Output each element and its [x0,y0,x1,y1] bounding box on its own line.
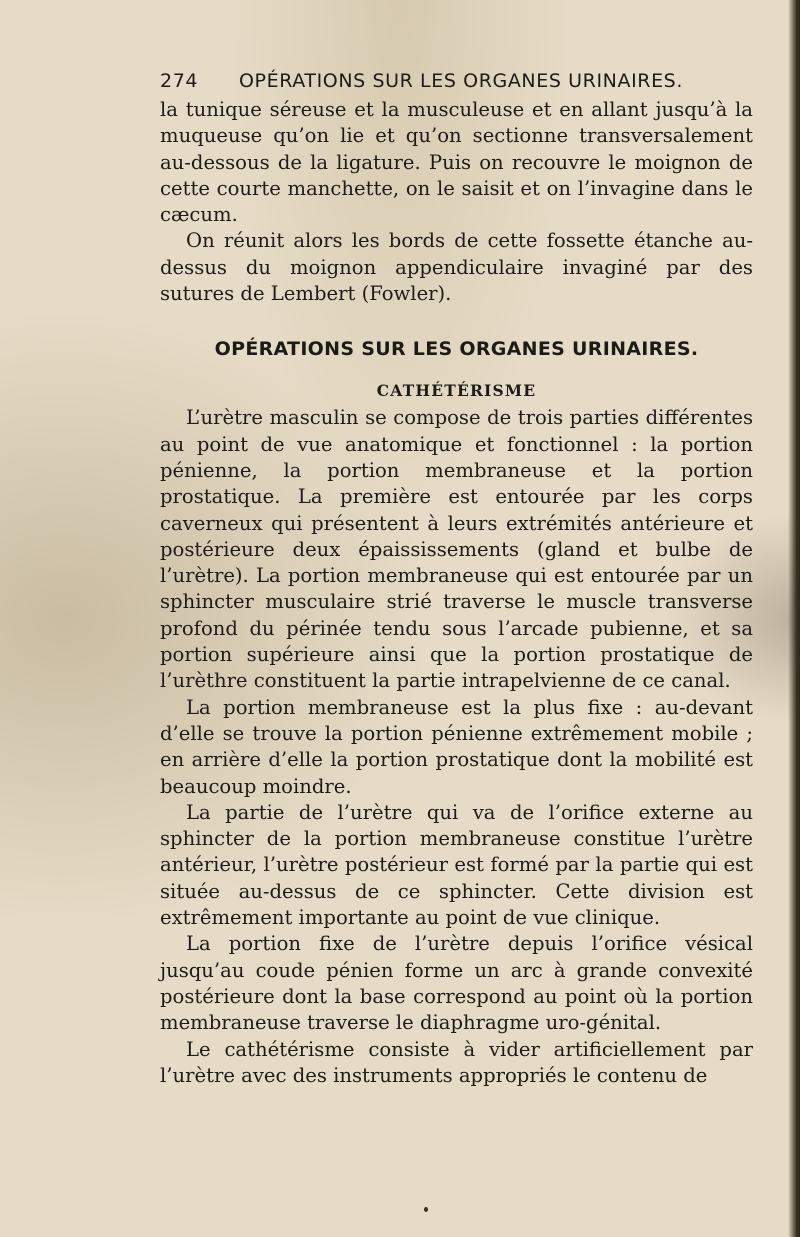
running-header [160,65,753,97]
paragraph-catheterisme: Le cathétérisme consiste à vider artificiellement par l’urètre avec des instruments appropriés le contenu de [160,1037,753,1087]
running-title: OPÉRATIONS SUR LES ORGANES URINAIRES. [239,70,683,92]
paragraph-uretre-anterieur: La partie de l’urètre qui va de l’orifice externe au sphincter de la portion membraneuse constitue l’urètre antérieur, l’urètre postérieur est formé par la partie qui est située au-dessus de ce sphincter. Cette division est extrêmement importante au point de vue clinique. [160,800,753,930]
paragraph-fowler: On réunit alors les bords de cette fossette étanche au-dessus du moignon appendiculaire invaginé par des sutures de Lembert (Fowler). [160,229,753,306]
paragraph-portion-fixe: La portion fixe de l’urètre depuis l’orifice vésical jusqu’au coude pénien forme un arc à grande convexité postérieure dont la base correspond au point où la portion membraneuse traverse le diaphragme uro-génital. [160,932,753,1035]
paragraph-portion-membraneuse: La portion membraneuse est la plus fixe : au-devant d’elle se trouve la portion pénienne extrêmement mobile ; en arrière d’elle la portion prostatique dont la mobilité est beaucoup moindre. [160,695,753,798]
page-edge-shadow [788,0,800,1237]
book-page [160,65,753,1089]
paragraph-uretre-parts: L’urètre masculin se compose de trois parties différentes au point de vue anatomique et fonctionnel : la portion pénienne, la portion membraneuse et la portion prostatique. La première est entourée par les corps caverneux qui présentent à leurs extrémités antérieure et postérieure deux épaississements (gland et bulbe de l’urètre). La portion membraneuse qui est entourée par un sphincter musculaire strié traverse le muscle transverse profond du périnée tendu sous l’arcade pubienne, et sa portion supérieure ainsi que la portion prostatique de l’urèthre constituent la partie intrapelvienne de ce canal. [160,406,753,693]
page-number: 274 [160,70,199,92]
ink-speck [424,1207,428,1212]
paragraph-continuation: la tunique séreuse et la musculeuse et en allant jusqu’à la muqueuse qu’on lie et qu’on sectionne transversalement au-dessous de la ligature. Puis on recouvre le moignon de cette courte manchette, on le saisit et on l’invagine dans le cæcum. [160,98,753,227]
subsection-heading: CATHÉTÉRISME [376,381,537,401]
section-heading: OPÉRATIONS SUR LES ORGANES URINAIRES. [214,338,699,361]
